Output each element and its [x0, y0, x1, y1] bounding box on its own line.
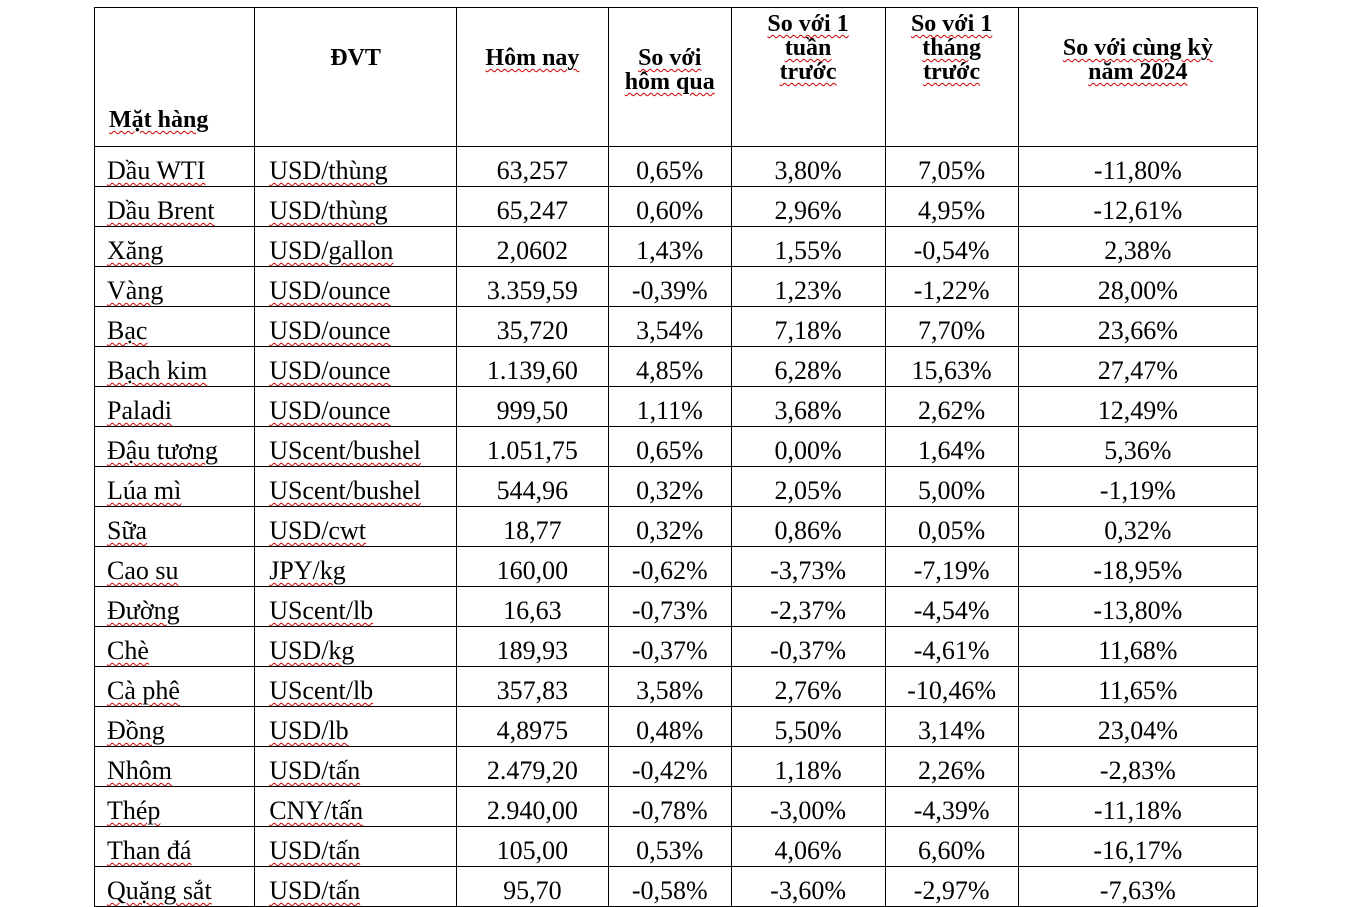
cell-vs-year: -11,80%: [1018, 147, 1257, 187]
table-row: [95, 547, 1258, 587]
table-row: [95, 707, 1258, 747]
cell-item: Xăng: [95, 227, 255, 267]
cell-vs-week: 4,06%: [731, 827, 885, 867]
cell-item: Đậu tương: [95, 427, 255, 467]
cell-unit: USD/ounce: [255, 307, 457, 347]
cell-item: Nhôm: [95, 747, 255, 787]
cell-vs-yesterday: -0,42%: [608, 747, 731, 787]
table-row: [95, 867, 1258, 907]
cell-unit: USD/ounce: [255, 387, 457, 427]
header-hom-qua: So với hôm qua: [608, 8, 731, 147]
table-row: [95, 267, 1258, 307]
table-row: [95, 587, 1258, 627]
cell-vs-yesterday: 0,65%: [608, 147, 731, 187]
cell-vs-month: -4,39%: [885, 787, 1018, 827]
cell-vs-yesterday: 1,43%: [608, 227, 731, 267]
cell-vs-month: 3,14%: [885, 707, 1018, 747]
cell-vs-month: 6,60%: [885, 827, 1018, 867]
cell-vs-yesterday: -0,78%: [608, 787, 731, 827]
cell-unit: UScent/bushel: [255, 427, 457, 467]
cell-vs-yesterday: -0,62%: [608, 547, 731, 587]
cell-unit: UScent/lb: [255, 587, 457, 627]
cell-today: 2,0602: [456, 227, 608, 267]
table-row: [95, 387, 1258, 427]
cell-vs-week: 3,68%: [731, 387, 885, 427]
cell-vs-yesterday: 3,54%: [608, 307, 731, 347]
cell-vs-week: 3,80%: [731, 147, 885, 187]
cell-vs-yesterday: 0,32%: [608, 507, 731, 547]
cell-vs-year: 5,36%: [1018, 427, 1257, 467]
cell-item: Cà phê: [95, 667, 255, 707]
cell-vs-month: 7,70%: [885, 307, 1018, 347]
table-row: [95, 467, 1258, 507]
cell-vs-year: 27,47%: [1018, 347, 1257, 387]
cell-today: 16,63: [456, 587, 608, 627]
cell-vs-year: 11,68%: [1018, 627, 1257, 667]
cell-vs-year: 2,38%: [1018, 227, 1257, 267]
cell-vs-week: -3,73%: [731, 547, 885, 587]
cell-vs-week: 7,18%: [731, 307, 885, 347]
cell-vs-yesterday: 0,32%: [608, 467, 731, 507]
table-row: [95, 627, 1258, 667]
cell-item: Dầu WTI: [95, 147, 255, 187]
cell-vs-month: 2,62%: [885, 387, 1018, 427]
cell-vs-year: 11,65%: [1018, 667, 1257, 707]
cell-item: Đồng: [95, 707, 255, 747]
header-tuan: So với 1 tuần trước: [731, 8, 885, 147]
table-row: [95, 747, 1258, 787]
cell-today: 105,00: [456, 827, 608, 867]
cell-vs-year: -7,63%: [1018, 867, 1257, 907]
cell-vs-month: 5,00%: [885, 467, 1018, 507]
cell-vs-month: -4,54%: [885, 587, 1018, 627]
table-row: [95, 307, 1258, 347]
cell-today: 357,83: [456, 667, 608, 707]
cell-vs-year: -11,18%: [1018, 787, 1257, 827]
cell-vs-year: -18,95%: [1018, 547, 1257, 587]
cell-vs-yesterday: 3,58%: [608, 667, 731, 707]
cell-vs-yesterday: 0,60%: [608, 187, 731, 227]
cell-unit: USD/tấn: [255, 867, 457, 907]
cell-vs-year: 28,00%: [1018, 267, 1257, 307]
cell-vs-month: -4,61%: [885, 627, 1018, 667]
cell-vs-year: 12,49%: [1018, 387, 1257, 427]
cell-vs-week: 1,55%: [731, 227, 885, 267]
cell-vs-yesterday: -0,37%: [608, 627, 731, 667]
table-row: [95, 787, 1258, 827]
cell-vs-month: -2,97%: [885, 867, 1018, 907]
table-row: [95, 147, 1258, 187]
cell-item: Vàng: [95, 267, 255, 307]
cell-today: 160,00: [456, 547, 608, 587]
cell-vs-month: -7,19%: [885, 547, 1018, 587]
commodity-price-table: [94, 7, 1258, 907]
cell-unit: USD/cwt: [255, 507, 457, 547]
cell-vs-month: 2,26%: [885, 747, 1018, 787]
cell-vs-yesterday: 0,48%: [608, 707, 731, 747]
cell-unit: USD/kg: [255, 627, 457, 667]
cell-vs-yesterday: 0,65%: [608, 427, 731, 467]
cell-vs-week: 0,00%: [731, 427, 885, 467]
cell-vs-month: -0,54%: [885, 227, 1018, 267]
cell-vs-week: 6,28%: [731, 347, 885, 387]
cell-today: 4,8975: [456, 707, 608, 747]
cell-vs-week: -3,60%: [731, 867, 885, 907]
cell-vs-month: 4,95%: [885, 187, 1018, 227]
cell-unit: UScent/lb: [255, 667, 457, 707]
cell-vs-yesterday: -0,58%: [608, 867, 731, 907]
cell-vs-year: 0,32%: [1018, 507, 1257, 547]
cell-vs-yesterday: 1,11%: [608, 387, 731, 427]
cell-vs-week: -3,00%: [731, 787, 885, 827]
cell-unit: USD/gallon: [255, 227, 457, 267]
cell-today: 1.051,75: [456, 427, 608, 467]
cell-item: Bạch kim: [95, 347, 255, 387]
cell-vs-yesterday: -0,73%: [608, 587, 731, 627]
cell-unit: USD/thùng: [255, 147, 457, 187]
cell-unit: USD/tấn: [255, 827, 457, 867]
table-row: [95, 667, 1258, 707]
cell-vs-year: -2,83%: [1018, 747, 1257, 787]
cell-today: 544,96: [456, 467, 608, 507]
cell-vs-week: 2,05%: [731, 467, 885, 507]
cell-vs-year: 23,66%: [1018, 307, 1257, 347]
cell-vs-week: 0,86%: [731, 507, 885, 547]
cell-unit: USD/tấn: [255, 747, 457, 787]
cell-today: 95,70: [456, 867, 608, 907]
cell-vs-year: 23,04%: [1018, 707, 1257, 747]
cell-item: Dầu Brent: [95, 187, 255, 227]
cell-item: Quặng sắt: [95, 867, 255, 907]
cell-vs-week: -2,37%: [731, 587, 885, 627]
cell-vs-year: -13,80%: [1018, 587, 1257, 627]
cell-vs-yesterday: 0,53%: [608, 827, 731, 867]
cell-vs-month: -10,46%: [885, 667, 1018, 707]
cell-vs-week: 1,23%: [731, 267, 885, 307]
cell-vs-month: 15,63%: [885, 347, 1018, 387]
cell-vs-week: 2,96%: [731, 187, 885, 227]
cell-vs-year: -16,17%: [1018, 827, 1257, 867]
table-row: [95, 827, 1258, 867]
table-row: [95, 507, 1258, 547]
cell-today: 63,257: [456, 147, 608, 187]
cell-item: Paladi: [95, 387, 255, 427]
cell-vs-year: -1,19%: [1018, 467, 1257, 507]
cell-vs-month: -1,22%: [885, 267, 1018, 307]
table-row: [95, 187, 1258, 227]
cell-today: 65,247: [456, 187, 608, 227]
cell-vs-yesterday: -0,39%: [608, 267, 731, 307]
cell-item: Than đá: [95, 827, 255, 867]
cell-today: 189,93: [456, 627, 608, 667]
cell-unit: USD/lb: [255, 707, 457, 747]
table-body: [95, 147, 1258, 907]
cell-today: 999,50: [456, 387, 608, 427]
cell-vs-week: 1,18%: [731, 747, 885, 787]
cell-vs-year: -12,61%: [1018, 187, 1257, 227]
table-row: [95, 227, 1258, 267]
header-dvt: ĐVT: [255, 8, 457, 147]
cell-today: 1.139,60: [456, 347, 608, 387]
cell-unit: USD/ounce: [255, 347, 457, 387]
header-mat-hang: Mặt hàng: [95, 8, 255, 147]
cell-vs-week: 5,50%: [731, 707, 885, 747]
cell-unit: JPY/kg: [255, 547, 457, 587]
cell-item: Thép: [95, 787, 255, 827]
cell-today: 35,720: [456, 307, 608, 347]
cell-item: Lúa mì: [95, 467, 255, 507]
cell-today: 2.940,00: [456, 787, 608, 827]
table-row: [95, 427, 1258, 467]
cell-item: Bạc: [95, 307, 255, 347]
header-cung-ky: So với cùng kỳ năm 2024: [1018, 8, 1257, 147]
cell-unit: UScent/bushel: [255, 467, 457, 507]
cell-vs-month: 1,64%: [885, 427, 1018, 467]
cell-unit: USD/ounce: [255, 267, 457, 307]
cell-item: Chè: [95, 627, 255, 667]
cell-vs-week: 2,76%: [731, 667, 885, 707]
cell-today: 3.359,59: [456, 267, 608, 307]
cell-item: Cao su: [95, 547, 255, 587]
cell-vs-month: 7,05%: [885, 147, 1018, 187]
header-thang: So với 1 tháng trước: [885, 8, 1018, 147]
cell-vs-yesterday: 4,85%: [608, 347, 731, 387]
cell-unit: CNY/tấn: [255, 787, 457, 827]
header-hom-nay: Hôm nay: [456, 8, 608, 147]
cell-vs-month: 0,05%: [885, 507, 1018, 547]
cell-unit: USD/thùng: [255, 187, 457, 227]
table-row: [95, 347, 1258, 387]
cell-item: Sữa: [95, 507, 255, 547]
cell-item: Đường: [95, 587, 255, 627]
cell-vs-week: -0,37%: [731, 627, 885, 667]
cell-today: 2.479,20: [456, 747, 608, 787]
header-row: [95, 8, 1258, 147]
cell-today: 18,77: [456, 507, 608, 547]
